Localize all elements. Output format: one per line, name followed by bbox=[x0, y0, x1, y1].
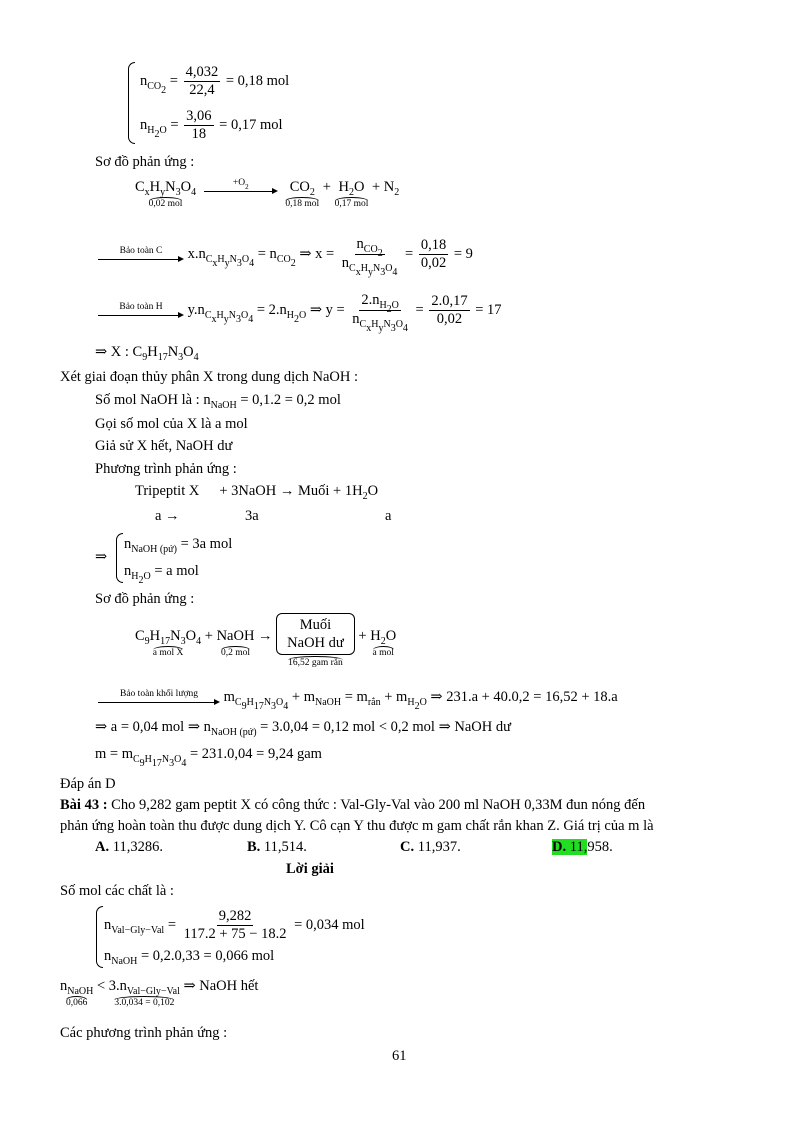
comparison: $n_{NaOH}$ 0,066 < $3.n_{Val-Gly-Val}$ 3.0,034 = 0,102 ⇒ NaOH hết bbox=[60, 978, 259, 1008]
option-c: C. 11,937. bbox=[400, 839, 461, 855]
page-number: 61 bbox=[392, 1048, 407, 1064]
cac-phuong-trinh: Các phương trình phản ứng : bbox=[60, 1025, 228, 1041]
x-formula: ⇒ X : $C_9H_{17}N_3O_4$ bbox=[95, 344, 199, 363]
reaction-moles-h2o: a bbox=[385, 508, 392, 524]
option-d: D. 11,958. bbox=[552, 839, 613, 855]
bao-toan-h-line: Bảo toàn H $y.n_{C_xH_yN_3O_4} = 2.n_{H_2O}$ ⇒ y = $\frac{2.n_{H_2O}}{n_{C_xH_yN_3O_4}}$ = $\frac{2.0,17}{0,02}$ = 17 bbox=[98, 292, 502, 329]
n-naoh-value: $n_{NaOH} = 0,2.0,33 = 0,066$ mol bbox=[104, 948, 275, 967]
implies-symbol: ⇒ bbox=[95, 549, 108, 565]
n-h2o-equation: $n_{H_2O}$ = $\frac{3,06}{18}$ = 0,17 mol bbox=[140, 108, 283, 142]
reaction-scheme-1: $C_xH_yN_3O_4$ 0,02 mol $+O_2$ $CO_2$ 0,18 mol + $H_2O$ 0,17 mol + $N_2$ bbox=[135, 178, 400, 209]
so-do-label: Sơ đồ phản ứng : bbox=[95, 154, 195, 170]
bai-43-line-1: Bài 43 : Cho 9,282 gam peptit X có công thức : Val-Gly-Val vào 200 ml NaOH 0,33M đun nóng đến bbox=[60, 797, 646, 813]
phuong-trinh-label: Phương trình phản ứng : bbox=[95, 461, 237, 477]
a-result: ⇒ a = 0,04 mol ⇒ $n_{NaOH (pứ)} = 3.0,04 = 0,12$ mol < 0,2 mol ⇒ NaOH dư bbox=[95, 719, 511, 738]
n-naoh-pu: $n_{NaOH (pứ)} = 3a$ mol bbox=[124, 536, 233, 555]
bao-toan-khoi-luong: Bảo toàn khối lượng $m_{C_9H_{17}N_3O_4} + m_{NaOH} = m_{rắn} + m_{H_2O}$ ⇒ 231.a + 40.0,2 = 16,52 + 18.a bbox=[98, 688, 618, 707]
system-brace bbox=[96, 906, 103, 968]
system-brace bbox=[128, 62, 135, 144]
xet-giai-doan: Xét giai đoạn thủy phân X trong dung dịch NaOH : bbox=[60, 369, 359, 385]
so-mol-naoh: Số mol NaOH là : $n_{NaOH} = 0,1.2 = 0,2$ mol bbox=[95, 392, 341, 411]
system-brace bbox=[116, 533, 123, 583]
dap-an: Đáp án D bbox=[60, 776, 116, 792]
gia-su: Giả sử X hết, NaOH dư bbox=[95, 438, 233, 454]
bai-43-line-2: phản ứng hoàn toàn thu được dung dịch Y. Cô cạn Y thu được m gam chất rắn khan Z. Giá trị của m là bbox=[60, 818, 654, 834]
reaction-moles: a → bbox=[155, 508, 180, 524]
n-val-gly-val: $n_{Val-Gly-Val}$ = $\frac{9,282}{117.2 + 75 - 18.2}$ = 0,034 mol bbox=[104, 908, 365, 942]
m-result: $m = m_{C_9H_{17}N_3O_4} = 231.0,04 = 9,24$ gam bbox=[95, 746, 322, 769]
loi-giai-heading: Lời giải bbox=[286, 861, 334, 877]
option-b: B. 11,514. bbox=[247, 839, 307, 855]
bao-toan-c-line: Bảo toàn C $x.n_{C_xH_yN_3O_4} = n_{CO_2}$ ⇒ x = $\frac{n_{CO_2}}{n_{C_xH_yN_3O_4}}$ = $\frac{0,18}{0,02}$ = 9 bbox=[98, 236, 473, 273]
goi-so-mol: Gọi số mol của X là a mol bbox=[95, 416, 248, 432]
so-mol-cac-chat: Số mol các chất là : bbox=[60, 883, 174, 899]
so-do-label-2: Sơ đồ phản ứng : bbox=[95, 591, 195, 607]
reaction-scheme-2: $C_9H_{17}N_3O_4$ a mol X + NaOH 0,2 mol → Muối NaOH dư 16,52 gam rắn + $H_2O$ a mol bbox=[135, 613, 396, 669]
n-co2-equation: $n_{CO_2}$ = $\frac{4,032}{22,4}$ = 0,18 mol bbox=[140, 64, 290, 98]
n-h2o: $n_{H_2O} = a$ mol bbox=[124, 563, 199, 586]
reaction-moles-naoh: 3a bbox=[245, 508, 259, 524]
option-a: A. 11,3286. bbox=[95, 839, 163, 855]
reaction-equation: Tripeptit X + 3NaOH → Muối + $1H_2O$ bbox=[135, 483, 379, 502]
